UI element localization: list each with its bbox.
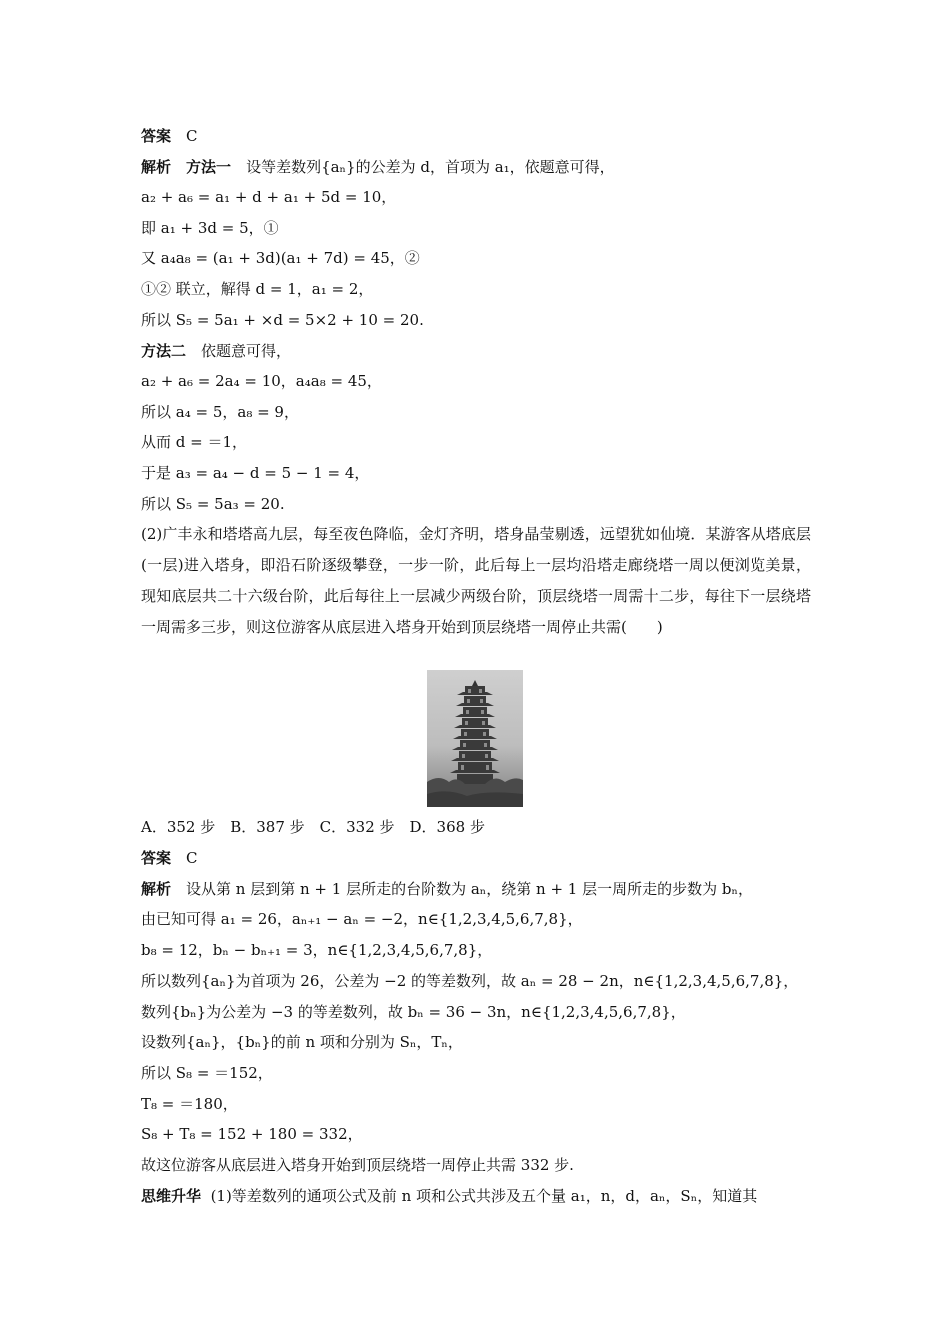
math-line: ①② 联立，解得 d = 1，a₁ = 2， — [141, 280, 374, 298]
math-line: b₈ = 12，bₙ − bₙ₊₁ = 3，n∈{1,2,3,4,5,6,7,8}， — [141, 941, 493, 959]
pagoda-icon — [427, 670, 523, 807]
analysis-line: 解析 方法一 设等差数列{aₙ}的公差为 d，首项为 a₁，依题意可得， — [141, 158, 615, 176]
math-line: 从而 d = ＝1， — [141, 433, 248, 451]
conclusion-line: 故这位游客从底层进入塔身开始到顶层绕塔一周停止共需 332 步. — [141, 1156, 574, 1174]
summary-line: 思维升华 (1)等差数列的通项公式及前 n 项和公式共涉及五个量 a₁，n，d，aₙ，Sₙ，知道其 — [141, 1187, 758, 1205]
answer-line-2: 答案 C — [141, 849, 198, 867]
math-line: a₂ + a₆ = 2a₄ = 10，a₄a₈ = 45， — [141, 372, 382, 390]
math-line: 所以 S₅ = 5a₃ = 20. — [141, 495, 285, 513]
math-line: 设数列{aₙ}，{bₙ}的前 n 项和分别为 Sₙ，Tₙ， — [141, 1033, 463, 1051]
math-line: T₈ = ＝180， — [141, 1095, 238, 1113]
answer-line-1: 答案 C — [141, 127, 198, 145]
math-line: 由已知可得 a₁ = 26，aₙ₊₁ − aₙ = −2，n∈{1,2,3,4,5,6,7,8}， — [141, 910, 583, 928]
problem-text: (2)广丰永和塔塔高九层，每至夜色降临，金灯齐明，塔身晶莹剔透，远望犹如仙境．某游客从塔底层(一层)进入塔身，即沿石阶逐级攀登，一步一阶，此后每上一层均沿塔走廊绕塔一周以便浏览美景，现知底层共二十六级台阶，此后每往上一层减少两级台阶，顶层绕塔一周需十二步，每往下一层绕塔一周需多三步，则这位游客从底层进入塔身开始到顶层绕塔一周停止共需( ) — [141, 525, 811, 636]
method-two-line: 方法二 依题意可得， — [141, 342, 292, 360]
math-line: 所以 S₈ = ＝152， — [141, 1064, 273, 1082]
math-line: 数列{bₙ}为公差为 −3 的等差数列，故 bₙ = 36 − 3n，n∈{1,2,3,4,5,6,7,8}， — [141, 1003, 686, 1021]
analysis-line: 解析 设从第 n 层到第 n + 1 层所走的台阶数为 aₙ，绕第 n + 1 层一周所走的步数为 bₙ， — [141, 880, 753, 898]
math-line: 于是 a₃ = a₄ − d = 5 − 1 = 4， — [141, 464, 370, 482]
math-line: 所以 S₅ = 5a₁ + ×d = 5×2 + 10 = 20. — [141, 311, 424, 329]
answer-options: A．352 步 B．387 步 C．332 步 D．368 步 — [141, 818, 485, 836]
pagoda-photo — [427, 670, 523, 807]
math-line: 所以数列{aₙ}为首项为 26，公差为 −2 的等差数列，故 aₙ = 28 − 2n，n∈{1,2,3,4,5,6,7,8}， — [141, 972, 799, 990]
math-line: S₈ + T₈ = 152 + 180 = 332， — [141, 1125, 363, 1143]
math-line: 即 a₁ + 3d = 5，① — [141, 219, 279, 237]
math-line: a₂ + a₆ = a₁ + d + a₁ + 5d = 10， — [141, 188, 397, 206]
math-line: 又 a₄a₈ = (a₁ + 3d)(a₁ + 7d) = 45，② — [141, 249, 420, 267]
math-line: 所以 a₄ = 5，a₈ = 9， — [141, 403, 299, 421]
